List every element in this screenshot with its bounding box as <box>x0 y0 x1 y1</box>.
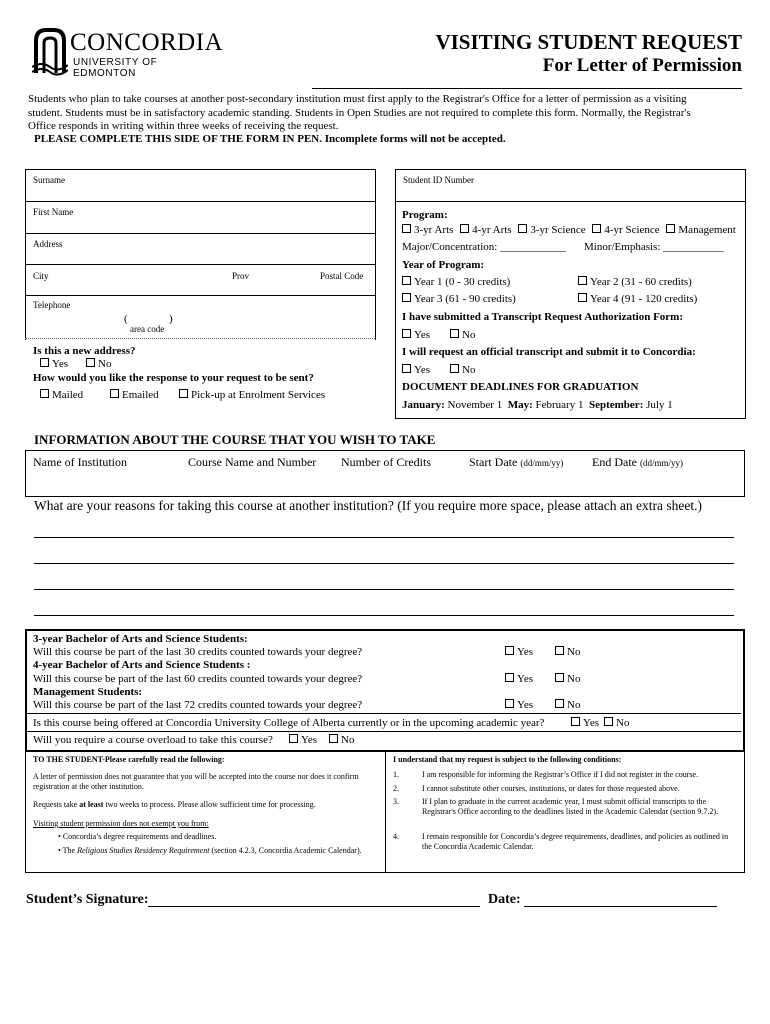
major-field[interactable]: Major/Concentration: ____________ <box>402 241 567 253</box>
year-label: Year of Program: <box>402 259 485 271</box>
intro-instruction: PLEASE COMPLETE THIS SIDE OF THE FORM IN PEN. Incomplete forms will not be accepted. <box>34 133 506 145</box>
response-question: How would you like the response to your request to be sent? <box>33 372 314 384</box>
reasons-line-3[interactable] <box>34 589 734 590</box>
ba4-title: 4-year Bachelor of Arts and Science Students : <box>33 659 251 671</box>
year-1-option[interactable]: Year 1 (0 - 30 credits) <box>402 276 510 288</box>
offered-no[interactable]: No <box>604 717 629 729</box>
reasons-question: What are your reasons for taking this course at another institution? (If you require more space, please attach an extra sheet.) <box>34 498 702 513</box>
overload-no[interactable]: No <box>329 734 354 746</box>
new-address-yes[interactable]: Yes <box>40 358 68 370</box>
official-transcript-yes[interactable]: Yes <box>402 364 430 376</box>
mgmt-question: Will this course be part of the last 72 credits counted towards your degree? <box>33 699 363 711</box>
col-course-name: Course Name and Number <box>188 455 317 469</box>
mgmt-yes[interactable]: Yes <box>505 699 533 711</box>
notes-left-title: TO THE STUDENT-Please carefully read the following: <box>33 755 225 764</box>
date-label: Date: <box>488 892 521 907</box>
intro-text: Students who plan to take courses at another post-secondary institution must first apply to the Registrar's Office for a letter of permission as a visiting student. Students must be in satisfactory academic standing. Students in Open Studies are not required to complete this form. Normally, the Registrar's Office responds in writing within three weeks of receiving the request. <box>28 93 691 132</box>
date-line[interactable] <box>524 906 717 907</box>
area-code-close: ) <box>169 313 173 325</box>
official-transcript-question: I will request an official transcript and submit it to Concordia: <box>402 346 696 358</box>
student-id-box <box>395 169 746 202</box>
program-options <box>402 224 736 236</box>
new-address-question: Is this a new address? <box>33 345 136 357</box>
postal-code-field[interactable]: Postal Code <box>320 271 364 281</box>
ba4-question: Will this course be part of the last 60 credits counted towards your degree? <box>33 673 363 685</box>
overload-yes[interactable]: Yes <box>289 734 317 746</box>
area-code-label: area code <box>130 324 165 334</box>
address-field[interactable]: Address <box>33 239 63 249</box>
condition-2: 2. I cannot substitute other courses, institutions, or dates for those requested above. <box>393 784 680 793</box>
program-4yr-arts[interactable]: 4-yr Arts <box>460 224 511 236</box>
program-4yr-science[interactable]: 4-yr Science <box>592 224 659 236</box>
notes-left-p2: Requests take at least two weeks to process. Please allow sufficient time for processing. <box>33 800 316 809</box>
col-end-date: End Date (dd/mm/yy) <box>592 455 683 469</box>
response-pickup[interactable]: Pick-up at Enrolment Services <box>179 389 325 401</box>
transcript-auth-question: I have submitted a Transcript Request Authorization Form: <box>402 311 684 323</box>
col-credits: Number of Credits <box>341 455 431 469</box>
page-subtitle: For Letter of Permission <box>542 55 742 76</box>
notes-left-p1: A letter of permission does not guarantee that you will be accepted into the course nor does it confirm registration at the other institution. <box>33 772 359 791</box>
col-institution: Name of Institution <box>33 455 127 469</box>
condition-1: 1. I am responsible for informing the Registrar’s Office if I did not register in the course. <box>393 770 699 779</box>
header-rule <box>312 88 742 89</box>
area-code-open: ( <box>124 313 128 325</box>
logo <box>32 27 222 79</box>
signature-line[interactable] <box>148 906 480 907</box>
program-management[interactable]: Management <box>666 224 735 236</box>
official-transcript-no[interactable]: No <box>450 364 475 376</box>
ba3-no[interactable]: No <box>555 646 580 658</box>
concordia-logo-icon <box>32 27 68 77</box>
new-address-no[interactable]: No <box>86 358 111 370</box>
response-emailed[interactable]: Emailed <box>110 389 159 401</box>
ba4-no[interactable]: No <box>555 673 580 685</box>
transcript-auth-yes[interactable]: Yes <box>402 329 430 341</box>
program-3yr-science[interactable]: 3-yr Science <box>518 224 585 236</box>
personal-info-box <box>25 169 376 340</box>
telephone-field[interactable]: Telephone <box>33 300 71 310</box>
overload-question: Will you require a course overload to take this course? <box>33 734 273 746</box>
logo-name: CONCORDIA <box>70 29 224 56</box>
year-3-option[interactable]: Year 3 (61 - 90 credits) <box>402 293 516 305</box>
ba3-title: 3-year Bachelor of Arts and Science Students: <box>33 633 248 645</box>
prov-field[interactable]: Prov <box>232 271 250 281</box>
page-title: VISITING STUDENT REQUEST <box>435 30 742 54</box>
first-name-field[interactable]: First Name <box>33 207 74 217</box>
condition-3: 3. If I plan to graduate in the current academic year, I must submit official transcripts to the Registrar's Office according to the deadlines listed in the Academic Calendar (section 9.7.2). <box>393 797 719 816</box>
mgmt-no[interactable]: No <box>555 699 580 711</box>
notes-left-p3: Visiting student permission does not exempt you from: <box>33 819 209 828</box>
reasons-line-1[interactable] <box>34 537 734 538</box>
condition-4: 4. I remain responsible for Concordia’s degree requirements, deadlines, and policies as outlined in the Concordia Academic Calendar. <box>393 832 729 851</box>
city-field[interactable]: City <box>33 271 49 281</box>
surname-field[interactable]: Surname <box>33 175 65 185</box>
reasons-line-2[interactable] <box>34 563 734 564</box>
year-4-option[interactable]: Year 4 (91 - 120 credits) <box>578 293 697 305</box>
col-start-date: Start Date (dd/mm/yy) <box>469 455 564 469</box>
logo-subtitle: UNIVERSITY OF EDMONTON <box>73 57 158 79</box>
offered-question: Is this course being offered at Concordia University College of Alberta currently or in the upcoming academic year? <box>33 717 545 729</box>
ba3-question: Will this course be part of the last 30 credits counted towards your degree? <box>33 646 363 658</box>
program-3yr-arts[interactable]: 3-yr Arts <box>402 224 453 236</box>
minor-field[interactable]: Minor/Emphasis: ___________ <box>584 241 724 253</box>
reasons-line-4[interactable] <box>34 615 734 616</box>
deadlines-title: DOCUMENT DEADLINES FOR GRADUATION <box>402 381 639 393</box>
year-2-option[interactable]: Year 2 (31 - 60 credits) <box>578 276 692 288</box>
notes-bullet-1: • Concordia’s degree requirements and deadlines. <box>58 832 217 841</box>
deadlines-line: January: November 1 May: February 1 September: July 1 <box>402 399 673 411</box>
offered-yes[interactable]: Yes <box>571 717 599 729</box>
course-section-title: INFORMATION ABOUT THE COURSE THAT YOU WISH TO TAKE <box>34 432 436 447</box>
ba3-yes[interactable]: Yes <box>505 646 533 658</box>
signature-label: Student’s Signature: <box>26 892 149 907</box>
notes-bullet-2: • The Religious Studies Residency Requirement (section 4.2.3, Concordia Academic Calendar). <box>58 846 362 855</box>
student-id-field[interactable]: Student ID Number <box>403 175 474 185</box>
mgmt-title: Management Students: <box>33 686 143 698</box>
program-label: Program: <box>402 209 448 221</box>
ba4-yes[interactable]: Yes <box>505 673 533 685</box>
notes-right-title: I understand that my request is subject to the following conditions: <box>393 755 622 764</box>
transcript-auth-no[interactable]: No <box>450 329 475 341</box>
response-mailed[interactable]: Mailed <box>40 389 83 401</box>
